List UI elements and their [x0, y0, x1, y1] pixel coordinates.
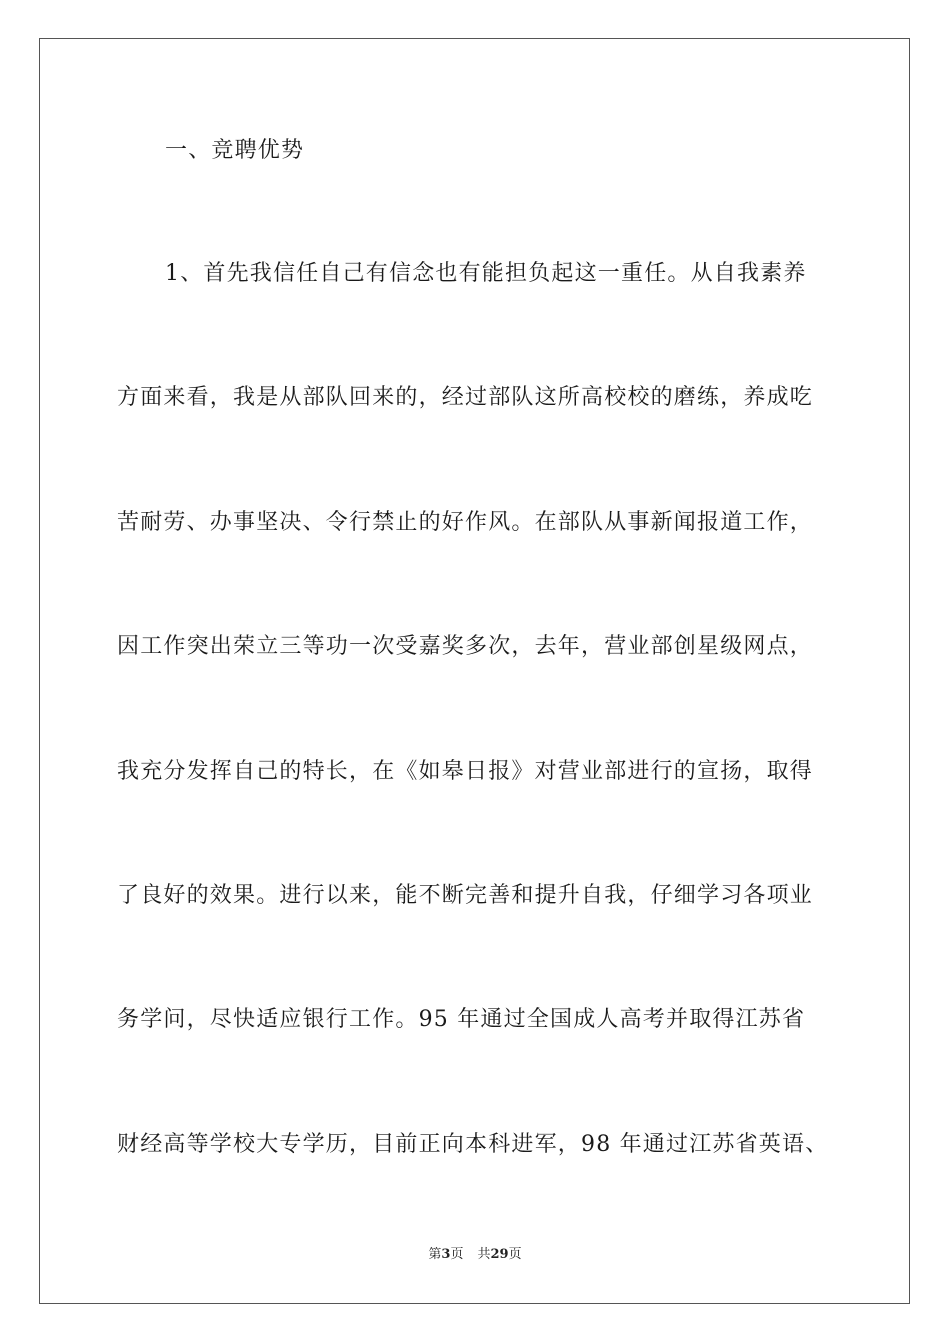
page-border: [39, 38, 910, 1304]
page-prefix: 第: [428, 1247, 442, 1262]
total-prefix: 共: [477, 1247, 491, 1262]
section-heading: 一、竞聘优势: [165, 138, 305, 163]
paragraph-line: 1、首先我信任自己有信念也有能担负起这一重任。从自我素养: [165, 261, 807, 286]
paragraph-line: 我充分发挥自己的特长，在《如皋日报》对营业部进行的宣扬，取得: [117, 759, 814, 784]
paragraph-line: 务学问，尽快适应银行工作。95 年通过全国成人高考并取得江苏省: [117, 1007, 806, 1032]
total-suffix: 页: [508, 1247, 522, 1262]
paragraph-line: 苦耐劳、办事坚决、令行禁止的好作风。在部队从事新闻报道工作，: [117, 510, 814, 535]
paragraph-line: 因工作突出荣立三等功一次受嘉奖多次，去年，营业部创星级网点，: [117, 634, 814, 659]
page-total: 29: [490, 1247, 509, 1262]
paragraph-line: 了良好的效果。进行以来，能不断完善和提升自我，仔细学习各项业: [117, 883, 814, 908]
paragraph-line: 财经高等学校大专学历，目前正向本科进军，98 年通过江苏省英语、: [117, 1132, 829, 1157]
page-suffix: 页: [450, 1247, 464, 1262]
page-footer: [0, 1246, 950, 1264]
page-current: 3: [441, 1247, 451, 1262]
paragraph-line: 方面来看，我是从部队回来的，经过部队这所高校校的磨练，养成吃: [117, 385, 814, 410]
